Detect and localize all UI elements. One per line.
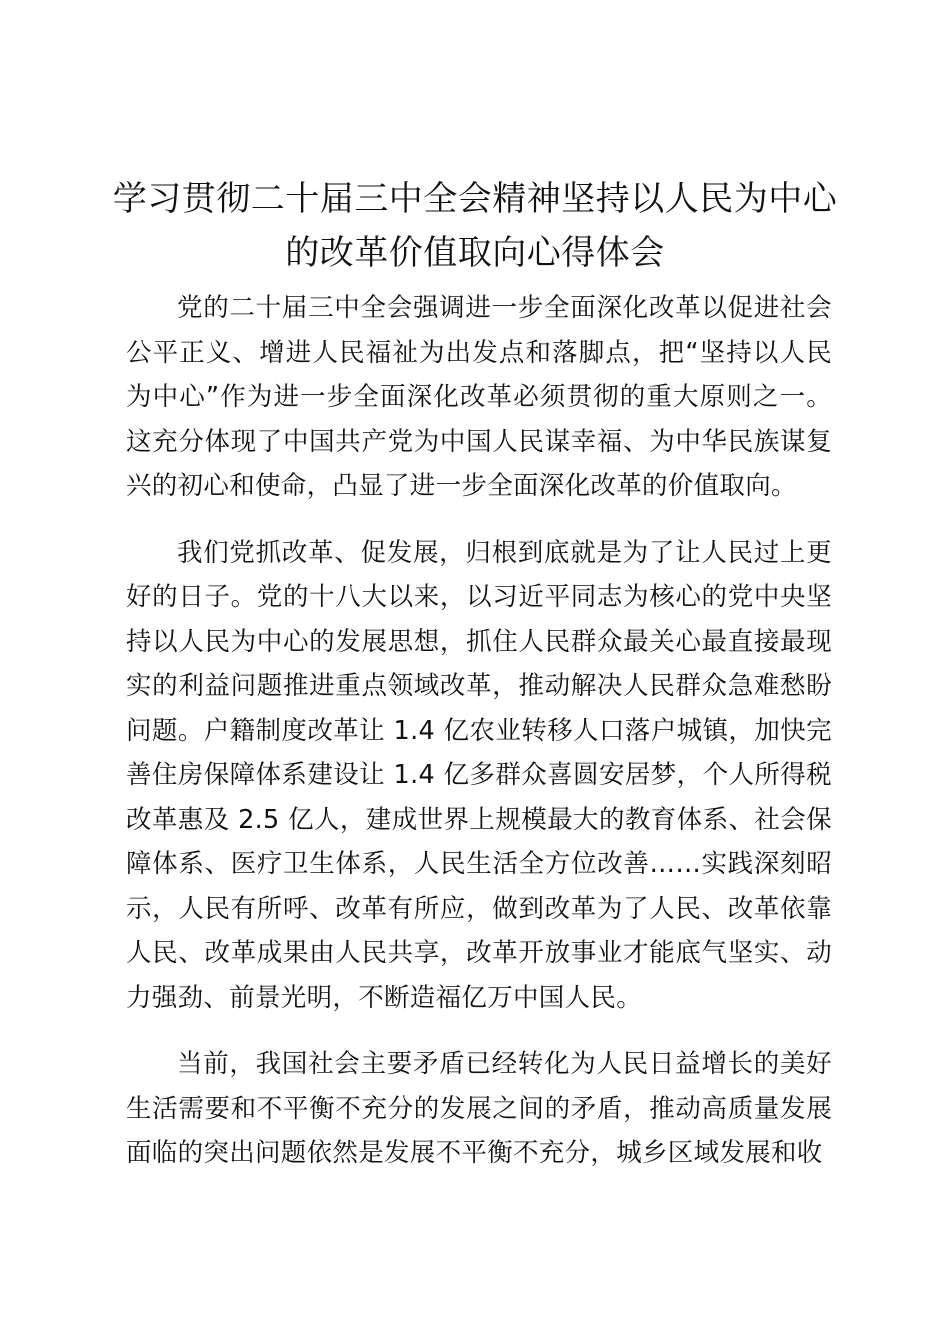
paragraph-2: 我们党抓改革、促发展，归根到底就是为了让人民过上更好的日子。党的十八大以来，以习近平同志为核心的党中央坚持以人民为中心的发展思想，抓住人民群众最关心最直接最现实的利益问题推进重点领域改革，推动解决人民群众急难愁盼问题。户籍制度改革让 1.4 亿农业转移人口落户城镇，加快完善住房保障体系建设让 1.4 亿多群众喜圆安居梦，个人所得税改革惠及 2.5 亿人，建成世界上规模最大的教育体系、社会保障体系、医疗卫生体系，人民生活全方位改善……实践深刻昭示，人民有所呼、改革有所应，做到改革为了人民、改革依靠人民、改革成果由人民共享，改革开放事业才能底气坚实、动力强劲、前景光明，不断造福亿万中国人民。 xyxy=(126,537,832,1013)
paragraph-1: 党的二十届三中全会强调进一步全面深化改革以促进社会公平正义、增进人民福祉为出发点和落脚点，把“坚持以人民为中心”作为进一步全面深化改革必须贯彻的重大原则之一。这充分体现了中国共产党为中国人民谋幸福、为中华民族谋复兴的初心和使命，凸显了进一步全面深化改革的价值取向。 xyxy=(126,293,832,501)
paragraph-3: 当前，我国社会主要矛盾已经转化为人民日益增长的美好生活需要和不平衡不充分的发展之间的矛盾，推动高质量发展面临的突出问题依然是发展不平衡不充分，城乡区域发展和收 xyxy=(126,1049,832,1168)
document-title: 学习贯彻二十届三中全会精神坚持以人民为中心的改革价值取向心得体会 xyxy=(112,179,838,273)
document-body xyxy=(126,286,832,1176)
